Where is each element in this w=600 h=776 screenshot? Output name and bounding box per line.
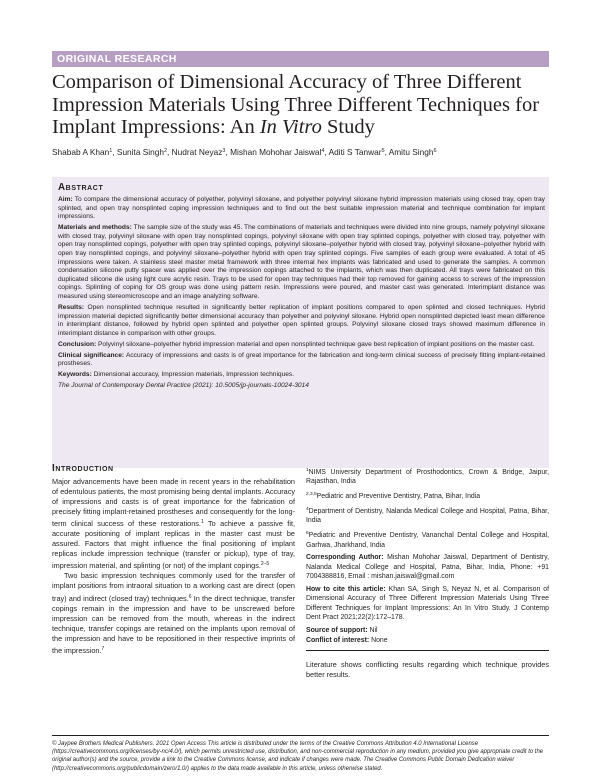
intro-p1-text: Major advancements have been made in recent years in the rehabilitation of edentulous patients, the most promising being dental implants. Accuracy of impressions and casts is of great importance for the fabrication of precisely fitting implant-retained prostheses and consequently for the long-term clinical success of these restorations. [52,477,295,529]
right-column-text: Literature shows conflicting results regarding which technique provides better results. [306,659,549,679]
source-of-support [306,626,549,635]
corresponding-text: Mishan Mohohar Jaiswal, Department of Dentistry, Nalanda Medical College and Hospital, Patna, Bihar, India, Phone: +91 7004388816, Email : mishan.jaiswal@gmail.com [306,554,549,581]
intro-paragraph-2 [52,571,295,655]
intro-paragraph-1 [52,477,295,571]
how-to-cite [306,585,549,623]
abstract-heading: Abstract [58,182,104,193]
right-column-divider [306,650,549,654]
author: Nudrat Neyaz [171,147,223,157]
support-text: Nil [367,627,378,635]
author-affiliation-sup: 4 [321,148,325,154]
affiliation-sup: 1 [306,468,309,473]
keywords-label: Keywords: [58,371,92,379]
reference-sup: 1 [200,519,204,526]
introduction-column [52,477,295,656]
affiliation-text: Pediatric and Preventive Dentistry, Patna, Bihar, India [316,493,481,501]
author-affiliation-sup: 1 [109,148,113,154]
intro-p2-text: Two basic impression techniques commonly used for the transfer of implant positions from intraoral situation to a working cast are direct (open tray) and indirect (closed tray) techniques. [52,571,295,603]
clinical-label: Clinical significance: [58,351,125,359]
conflict-of-interest [306,636,549,645]
introduction-heading: Introduction [52,463,114,474]
author: Aditi S Tanwar [328,147,382,157]
author-affiliation-sup: 2 [163,148,168,154]
affiliation-sup: 2,3,5 [306,492,317,498]
title-line-3-end: Study [321,116,375,138]
author-list: Shabab A Khan$^1$, Sunita Singh$^2$, Nudrat Neyaz$^3$, Mishan Mohohar Jaiswal$^4$, Aditi S Tanwar$^5$, Amitu Singh$^6$ [52,147,437,157]
author-affiliation-sup: 5 [381,148,385,154]
license-footer: © Jaypee Brothers Medical Publishers. 2021 Open Access This article is distributed under the terms of the Creative Commons Attribution 4.0 International License (https://creativecommons.org/licenses/by-nc/4.0/), which permits unrestricted use, distribution, and non-commercial reproduction in any medium, provided you give appropriate credit to the original author(s) and the source, provide a link to the Creative Commons license, and indicate if changes were made. The Creative Commons Public Domain Dedication waiver (http://creativecommons.org/publicdomain/zero/1.0/) applies to the data made available in this article, unless otherwise stated. [52,741,544,772]
corresponding-author [306,553,549,581]
affiliation-text: NIMS University Department of Prosthodontics, Crown & Bridge, Jaipur, Rajasthan, India [306,469,549,486]
methods-label: Materials and methods: [58,224,132,232]
keywords-text: Dimensional accuracy, Impression materials, Impression techniques. [91,371,295,379]
corresponding-label: Corresponding Author: [306,554,384,562]
footer-divider [52,735,549,736]
affiliation-text: Department of Dentistry, Nalanda Medical College and Hospital, Patna, Bihar, India [306,508,549,525]
reference-sup: 2–5 [260,561,270,568]
affiliation-3 [306,505,549,526]
article-type-label: ORIGINAL RESEARCH [57,52,177,65]
affiliation-4 [306,529,549,550]
abstract-conclusion [58,341,545,350]
author-affiliation-sup: 6 [433,148,437,154]
abstract-aim [58,196,545,222]
results-text: Open nonsplinted technique resulted in significantly better replication of implant positions compared to open splinted and closed techniques. Hybrid impression material depicted significantly better dimensional accuracy than polyether and polyvinyl siloxane. Hybrid open nonsplinted depicted least mean difference in interimplant distance, followed by hybrid open splinted and polyether open splinted groups. Polyvinyl siloxane closed trays showed maximum difference in interimplant distance in comparison with other groups. [58,303,545,337]
conclusion-label: Conclusion: [58,340,97,348]
affiliation-column [306,466,549,680]
affiliation-sup: 6 [306,531,309,537]
aim-label: Aim: [58,196,73,203]
support-label: Source of support: [306,627,368,635]
abstract-body [58,196,545,393]
aim-text: To compare the dimensional accuracy of polyether, polyvinyl siloxane, and polyether polyvinyl siloxane hybrid impression materials using closed tray, open tray splinted, and open tray nonsplinted coping impression techniques and to find out the best suitable impression material and technique combination for implant impressions. [58,196,545,221]
affiliation-1 [306,466,549,487]
results-label: Results: [58,303,85,311]
abstract-results [58,304,545,338]
cite-text: Khan SA, Singh S, Neyaz N, et al. Comparison of Dimensional Accuracy of Three Different Impression Materials Using Three Different Techniques for Implant Impressions: An In Vitro Study. J Contemp Dent Pract 2021;22(2):172–178. [306,586,549,622]
intro-p2-text-b: In the direct technique, transfer copings remain in the impression and have to be unscrewed before impression can be removed from the mouth, whereas in the indirect technique, transfer copings are retained on the implants upon removal of the impression and have to be repositioned in their respective imprints of the impression. [52,593,295,655]
abstract-clinical-significance [58,352,545,369]
author: Sunita Singh [116,147,164,157]
cite-label: How to cite this article: [306,586,386,594]
conclusion-text: Polyvinyl siloxane–polyether hybrid impression material and open nonsplinted technique gave best replication of implant positions on the master cast. [96,340,535,348]
conflict-text: None [369,637,388,645]
article-title [52,71,552,139]
affiliation-2 [306,490,549,501]
title-line-3 [52,116,552,139]
affiliation-text: Pediatric and Preventive Dentistry, Vananchal Dental College and Hospital, Garhwa, Jharkhand, India [306,532,549,549]
reference-sup: 7 [101,645,105,652]
affiliation-sup: 4 [306,507,309,512]
author: Amitu Singh [388,147,434,157]
author: Shabab A Khan [52,147,110,157]
article-type-banner [52,51,549,67]
conflict-label: Conflict of interest: [306,637,370,645]
title-line-2: Impression Materials Using Three Different Techniques for [52,93,540,116]
clinical-text: Accuracy of impressions and casts is of great importance for the fabrication and long-term clinical success of precisely fitting implant-retained prostheses. [58,351,545,368]
title-line-3-start: Implant Impressions: An [52,116,260,138]
reference-sup: 6 [188,593,192,600]
journal-citation: The Journal of Contemporary Dental Practice (2021): 10.5005/jp-journals-10024-3014 [58,382,309,390]
title-italic: In Vitro [259,116,322,138]
methods-text: The sample size of the study was 45. The combinations of materials and techniques were divided into nine groups, namely polyvinyl siloxane with closed tray, polyvinyl siloxane with open tray nonsplinted copings, polyvinyl siloxane with open tray splinted copings, polyether with closed tray, polyether with open tray nonsplinted copings, polyether with open tray splinted copings, polyvinyl siloxane–polyether hybrid with closed tray, polyvinyl siloxane–polyether hybrid with open tray nonsplinted copings, and polyvinyl siloxane–polyether hybrid with open tray splinted copings. Five samples of each group were evaluated. A total of 45 impressions were taken. A stainless steel master metal framework with three internal hex implants was fabricated and used to generate the samples. A common condensation silicone putty spacer was applied over the impression copings attached to the implants, which was then duplicated. All trays were fabricated on this duplicated silicone die using light cure acrylic resin. Trays to be used for open tray techniques had their top removed for gaining access to screws of the impression copings. Splinting of coping for OS group was done using pattern resin. Impressions were poured, and master cast was generated. Interimplant distance was measured using stereomicroscope and an image analyzing software. [58,224,545,300]
abstract-methods [58,224,545,301]
author-affiliation-sup: 3 [222,148,226,154]
abstract-keywords [58,371,545,380]
title-line-1: Comparison of Dimensional Accuracy of Three Different [52,71,522,93]
author: Mishan Mohohar Jaiswal [230,147,322,157]
intro-p1-text-b: To achieve a passive fit, accurate positioning of implant replicas in the master cast must be assured. Factors that might influence the final positioning of implant replicas include impression technique (transfer or pickup), type of tray, impression material, and splinting (or not) of the implant copings. [52,519,295,571]
